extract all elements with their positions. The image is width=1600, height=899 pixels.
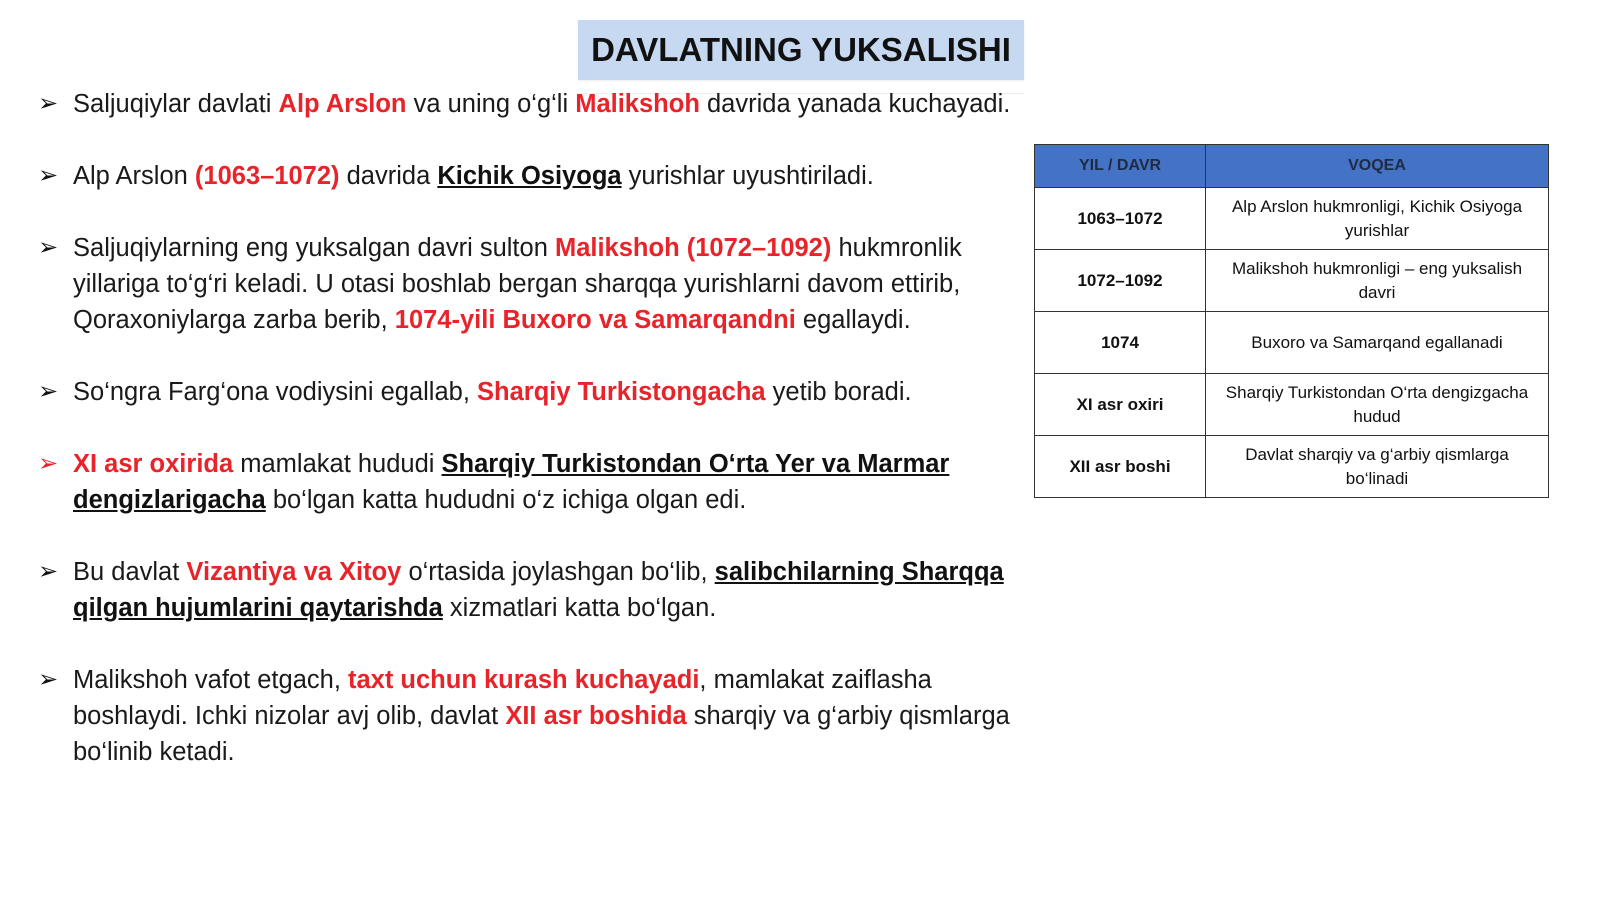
slide-title: DAVLATNING YUKSALISHI: [578, 20, 1024, 80]
event-cell: Davlat sharqiy va g‘arbiy qismlarga bo‘linadi: [1206, 436, 1549, 498]
bullet-text: sharqiy va g‘arbiy qismlarga bo‘linib ketadi.: [73, 702, 1010, 766]
arrow-bullet-icon: ➢: [38, 162, 59, 189]
bullet-text: yurishlar uyushtiriladi.: [621, 162, 874, 190]
event-cell: Malikshoh hukmronligi – eng yuksalish davri: [1206, 250, 1549, 312]
events-table: [1034, 144, 1549, 498]
highlight-text: 1074-yili Buxoro va Samarqandni: [394, 306, 796, 334]
arrow-bullet-icon: ➢: [38, 234, 59, 261]
bullet-text: Bu davlat: [73, 558, 187, 586]
col-header-event: VOQEA: [1206, 145, 1549, 188]
arrow-bullet-icon: ➢: [38, 378, 59, 405]
table-row: [1035, 188, 1549, 250]
bullet-item: [36, 446, 1016, 518]
bullet-text: So‘ngra Farg‘ona vodiysini egallab,: [73, 378, 477, 406]
bullet-item: [36, 158, 1016, 194]
arrow-bullet-icon: ➢: [38, 90, 59, 117]
highlight-text: Alp Arslon: [278, 90, 407, 118]
bullet-item: [36, 230, 1016, 338]
table-row: [1035, 250, 1549, 312]
bullet-text: hukmronlik yillariga to‘g‘ri keladi. U otasi boshlab bergan sharqqa yurishlarni davom ettirib, Qoraxoniylarga zarba berib,: [73, 234, 962, 334]
underlined-text: Kichik Osiyoga: [437, 162, 622, 190]
bullet-text: davrida yanada kuchayadi.: [699, 90, 1011, 118]
highlight-text: (1063–1072): [194, 162, 340, 190]
bullet-item: [36, 662, 1016, 770]
bullet-text: , mamlakat zaiflasha boshlaydi. Ichki nizolar avj olib, davlat: [73, 666, 932, 730]
bullet-text: Saljuqiylar davlati: [73, 90, 279, 118]
col-header-year: YIL / DAVR: [1035, 145, 1206, 188]
table-header-row: [1035, 145, 1549, 188]
year-cell: XI asr oxiri: [1035, 374, 1206, 436]
bullet-text: va uning o‘g‘li: [406, 90, 576, 118]
year-cell: 1072–1092: [1035, 250, 1206, 312]
underlined-text: salibchilarning Sharqqa qilgan hujumlarini qaytarishda: [73, 558, 1004, 622]
bullet-text: xizmatlari katta bo‘lgan.: [442, 594, 717, 622]
highlight-text: Sharqiy Turkistongacha: [477, 378, 766, 406]
table-row: [1035, 312, 1549, 374]
event-cell: Alp Arslon hukmronligi, Kichik Osiyoga yurishlar: [1206, 188, 1549, 250]
bullet-text: Alp Arslon: [73, 162, 195, 190]
bullet-item: [36, 374, 1016, 410]
highlight-text: XI asr oxirida: [73, 450, 234, 478]
table-row: [1035, 436, 1549, 498]
bullet-text: bo‘lgan katta hududni o‘z ichiga olgan edi.: [265, 486, 747, 514]
bullet-text: yetib boradi.: [765, 378, 912, 406]
bullet-text: mamlakat hududi: [233, 450, 442, 478]
bullet-text: Malikshoh vafot etgach,: [73, 666, 348, 694]
bullet-list: [36, 86, 1016, 806]
highlight-text: Vizantiya va Xitoy: [186, 558, 402, 586]
year-cell: XII asr boshi: [1035, 436, 1206, 498]
year-cell: 1063–1072: [1035, 188, 1206, 250]
bullet-text: o‘rtasida joylashgan bo‘lib,: [401, 558, 715, 586]
arrow-bullet-icon: ➢: [38, 450, 59, 477]
bullet-text: Saljuqiylarning eng yuksalgan davri sulton: [73, 234, 555, 262]
year-cell: 1074: [1035, 312, 1206, 374]
event-cell: Buxoro va Samarqand egallanadi: [1206, 312, 1549, 374]
arrow-bullet-icon: ➢: [38, 666, 59, 693]
bullet-text: egallaydi.: [795, 306, 911, 334]
bullet-text: davrida: [339, 162, 438, 190]
highlight-text: taxt uchun kurash kuchayadi: [347, 666, 700, 694]
underlined-text: Sharqiy Turkistondan O‘rta Yer va Marmar dengizlarigacha: [73, 450, 950, 514]
highlight-text: Malikshoh (1072–1092): [554, 234, 832, 262]
bullet-item: [36, 86, 1016, 122]
highlight-text: Malikshoh: [575, 90, 700, 118]
arrow-bullet-icon: ➢: [38, 558, 59, 585]
bullet-item: [36, 554, 1016, 626]
highlight-text: XII asr boshida: [505, 702, 687, 730]
table-row: [1035, 374, 1549, 436]
event-cell: Sharqiy Turkistondan O‘rta dengizgacha hudud: [1206, 374, 1549, 436]
